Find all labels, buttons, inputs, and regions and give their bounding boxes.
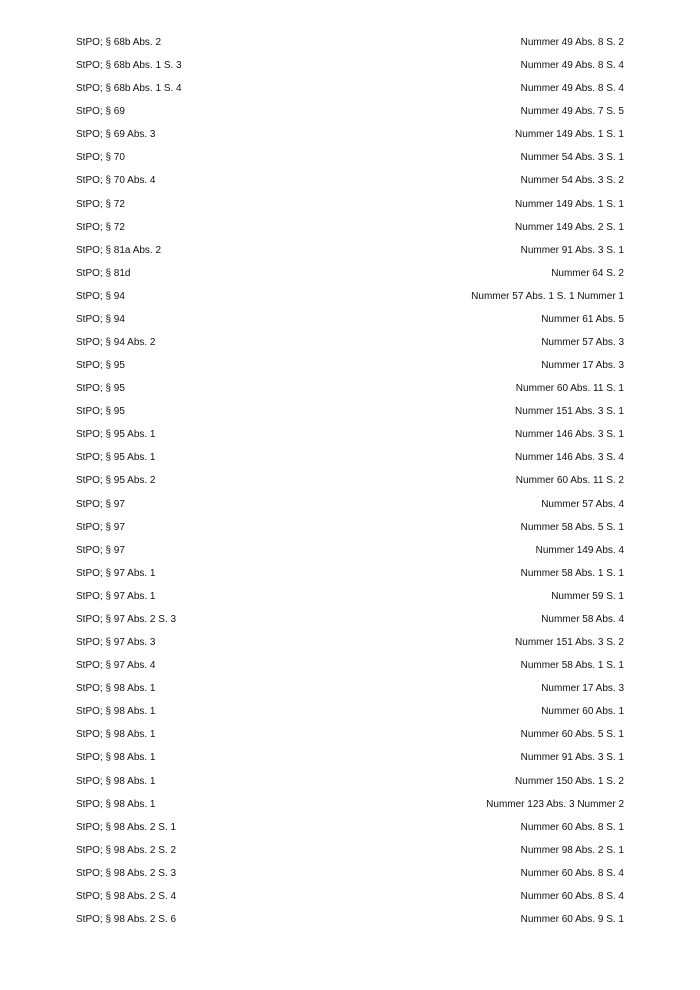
statute-reference: StPO; § 98 Abs. 1 xyxy=(76,729,156,741)
guideline-reference: Nummer 49 Abs. 8 S. 4 xyxy=(520,60,624,72)
statute-reference: StPO; § 97 Abs. 4 xyxy=(76,660,156,672)
statute-reference: StPO; § 94 xyxy=(76,313,125,325)
index-row xyxy=(76,146,624,169)
guideline-reference: Nummer 58 Abs. 5 S. 1 xyxy=(520,521,624,533)
index-row xyxy=(76,400,624,423)
guideline-reference: Nummer 58 Abs. 4 xyxy=(541,613,624,625)
reference-index-list xyxy=(76,31,624,931)
index-row xyxy=(76,423,624,446)
guideline-reference: Nummer 123 Abs. 3 Nummer 2 xyxy=(486,798,624,810)
index-row xyxy=(76,608,624,631)
guideline-reference: Nummer 49 Abs. 8 S. 2 xyxy=(520,37,624,48)
index-row xyxy=(76,169,624,192)
statute-reference: StPO; § 68b Abs. 1 S. 4 xyxy=(76,83,182,95)
statute-reference: StPO; § 95 xyxy=(76,360,125,372)
guideline-reference: Nummer 60 Abs. 9 S. 1 xyxy=(520,913,624,925)
statute-reference: StPO; § 97 Abs. 1 xyxy=(76,590,156,602)
statute-reference: StPO; § 70 Abs. 4 xyxy=(76,175,156,187)
guideline-reference: Nummer 91 Abs. 3 S. 1 xyxy=(520,752,624,764)
guideline-reference: Nummer 146 Abs. 3 S. 1 xyxy=(515,429,624,441)
index-row xyxy=(76,308,624,331)
statute-reference: StPO; § 97 xyxy=(76,544,125,556)
statute-reference: StPO; § 98 Abs. 1 xyxy=(76,706,156,718)
statute-reference: StPO; § 94 xyxy=(76,290,125,302)
index-row xyxy=(76,516,624,539)
statute-reference: StPO; § 98 Abs. 2 S. 6 xyxy=(76,913,177,925)
statute-reference: StPO; § 72 xyxy=(76,221,125,233)
statute-reference: StPO; § 97 Abs. 1 xyxy=(76,567,156,579)
index-row xyxy=(76,654,624,677)
index-row xyxy=(76,100,624,123)
index-row xyxy=(76,77,624,100)
guideline-reference: Nummer 49 Abs. 8 S. 4 xyxy=(520,83,624,95)
statute-reference: StPO; § 95 Abs. 1 xyxy=(76,452,156,464)
statute-reference: StPO; § 95 xyxy=(76,383,125,395)
guideline-reference: Nummer 91 Abs. 3 S. 1 xyxy=(520,244,624,256)
index-row xyxy=(76,469,624,492)
statute-reference: StPO; § 68b Abs. 2 xyxy=(76,37,162,48)
guideline-reference: Nummer 57 Abs. 4 xyxy=(541,498,624,510)
index-row xyxy=(76,539,624,562)
guideline-reference: Nummer 54 Abs. 3 S. 1 xyxy=(520,152,624,164)
statute-reference: StPO; § 95 Abs. 1 xyxy=(76,429,156,441)
index-row xyxy=(76,262,624,285)
statute-reference: StPO; § 98 Abs. 1 xyxy=(76,683,156,695)
index-row xyxy=(76,700,624,723)
guideline-reference: Nummer 146 Abs. 3 S. 4 xyxy=(515,452,624,464)
guideline-reference: Nummer 149 Abs. 4 xyxy=(535,544,624,556)
statute-reference: StPO; § 95 xyxy=(76,406,125,418)
statute-reference: StPO; § 98 Abs. 1 xyxy=(76,775,156,787)
index-row xyxy=(76,862,624,885)
statute-reference: StPO; § 97 xyxy=(76,521,125,533)
statute-reference: StPO; § 98 Abs. 1 xyxy=(76,798,156,810)
index-row xyxy=(76,839,624,862)
statute-reference: StPO; § 98 Abs. 2 S. 4 xyxy=(76,890,177,902)
statute-reference: StPO; § 69 Abs. 3 xyxy=(76,129,156,141)
index-row xyxy=(76,816,624,839)
index-row xyxy=(76,631,624,654)
guideline-reference: Nummer 17 Abs. 3 xyxy=(541,683,624,695)
guideline-reference: Nummer 60 Abs. 1 xyxy=(541,706,624,718)
index-row xyxy=(76,377,624,400)
statute-reference: StPO; § 94 Abs. 2 xyxy=(76,337,156,349)
statute-reference: StPO; § 95 Abs. 2 xyxy=(76,475,156,487)
guideline-reference: Nummer 60 Abs. 8 S. 1 xyxy=(520,821,624,833)
guideline-reference: Nummer 149 Abs. 1 S. 1 xyxy=(515,129,624,141)
guideline-reference: Nummer 151 Abs. 3 S. 2 xyxy=(515,637,624,649)
guideline-reference: Nummer 60 Abs. 5 S. 1 xyxy=(520,729,624,741)
guideline-reference: Nummer 60 Abs. 8 S. 4 xyxy=(520,890,624,902)
statute-reference: StPO; § 97 Abs. 3 xyxy=(76,637,156,649)
guideline-reference: Nummer 17 Abs. 3 xyxy=(541,360,624,372)
guideline-reference: Nummer 54 Abs. 3 S. 2 xyxy=(520,175,624,187)
index-row xyxy=(76,770,624,793)
statute-reference: StPO; § 81d xyxy=(76,267,131,279)
statute-reference: StPO; § 97 xyxy=(76,498,125,510)
index-row xyxy=(76,585,624,608)
guideline-reference: Nummer 150 Abs. 1 S. 2 xyxy=(515,775,624,787)
index-row xyxy=(76,677,624,700)
statute-reference: StPO; § 70 xyxy=(76,152,125,164)
guideline-reference: Nummer 60 Abs. 8 S. 4 xyxy=(520,867,624,879)
index-row xyxy=(76,562,624,585)
index-row xyxy=(76,908,624,931)
index-row xyxy=(76,885,624,908)
guideline-reference: Nummer 64 S. 2 xyxy=(551,267,624,279)
statute-reference: StPO; § 97 Abs. 2 S. 3 xyxy=(76,613,177,625)
index-row xyxy=(76,123,624,146)
index-row xyxy=(76,331,624,354)
guideline-reference: Nummer 58 Abs. 1 S. 1 xyxy=(520,660,624,672)
index-row xyxy=(76,216,624,239)
index-row xyxy=(76,493,624,516)
index-row xyxy=(76,239,624,262)
guideline-reference: Nummer 59 S. 1 xyxy=(551,590,624,602)
index-row xyxy=(76,31,624,54)
guideline-reference: Nummer 98 Abs. 2 S. 1 xyxy=(520,844,624,856)
guideline-reference: Nummer 149 Abs. 2 S. 1 xyxy=(515,221,624,233)
index-row xyxy=(76,446,624,469)
index-row xyxy=(76,793,624,816)
index-row xyxy=(76,354,624,377)
guideline-reference: Nummer 57 Abs. 3 xyxy=(541,337,624,349)
statute-reference: StPO; § 68b Abs. 1 S. 3 xyxy=(76,60,182,72)
statute-reference: StPO; § 98 Abs. 2 S. 3 xyxy=(76,867,177,879)
statute-reference: StPO; § 98 Abs. 1 xyxy=(76,752,156,764)
guideline-reference: Nummer 149 Abs. 1 S. 1 xyxy=(515,198,624,210)
index-row xyxy=(76,193,624,216)
guideline-reference: Nummer 61 Abs. 5 xyxy=(541,313,624,325)
statute-reference: StPO; § 98 Abs. 2 S. 2 xyxy=(76,844,177,856)
index-row xyxy=(76,285,624,308)
statute-reference: StPO; § 98 Abs. 2 S. 1 xyxy=(76,821,177,833)
guideline-reference: Nummer 60 Abs. 11 S. 1 xyxy=(515,383,624,395)
index-row xyxy=(76,723,624,746)
index-row xyxy=(76,746,624,769)
statute-reference: StPO; § 81a Abs. 2 xyxy=(76,244,162,256)
guideline-reference: Nummer 151 Abs. 3 S. 1 xyxy=(515,406,624,418)
index-row xyxy=(76,54,624,77)
statute-reference: StPO; § 69 xyxy=(76,106,125,118)
guideline-reference: Nummer 60 Abs. 11 S. 2 xyxy=(515,475,624,487)
guideline-reference: Nummer 58 Abs. 1 S. 1 xyxy=(520,567,624,579)
guideline-reference: Nummer 49 Abs. 7 S. 5 xyxy=(520,106,624,118)
statute-reference: StPO; § 72 xyxy=(76,198,125,210)
guideline-reference: Nummer 57 Abs. 1 S. 1 Nummer 1 xyxy=(471,290,624,302)
